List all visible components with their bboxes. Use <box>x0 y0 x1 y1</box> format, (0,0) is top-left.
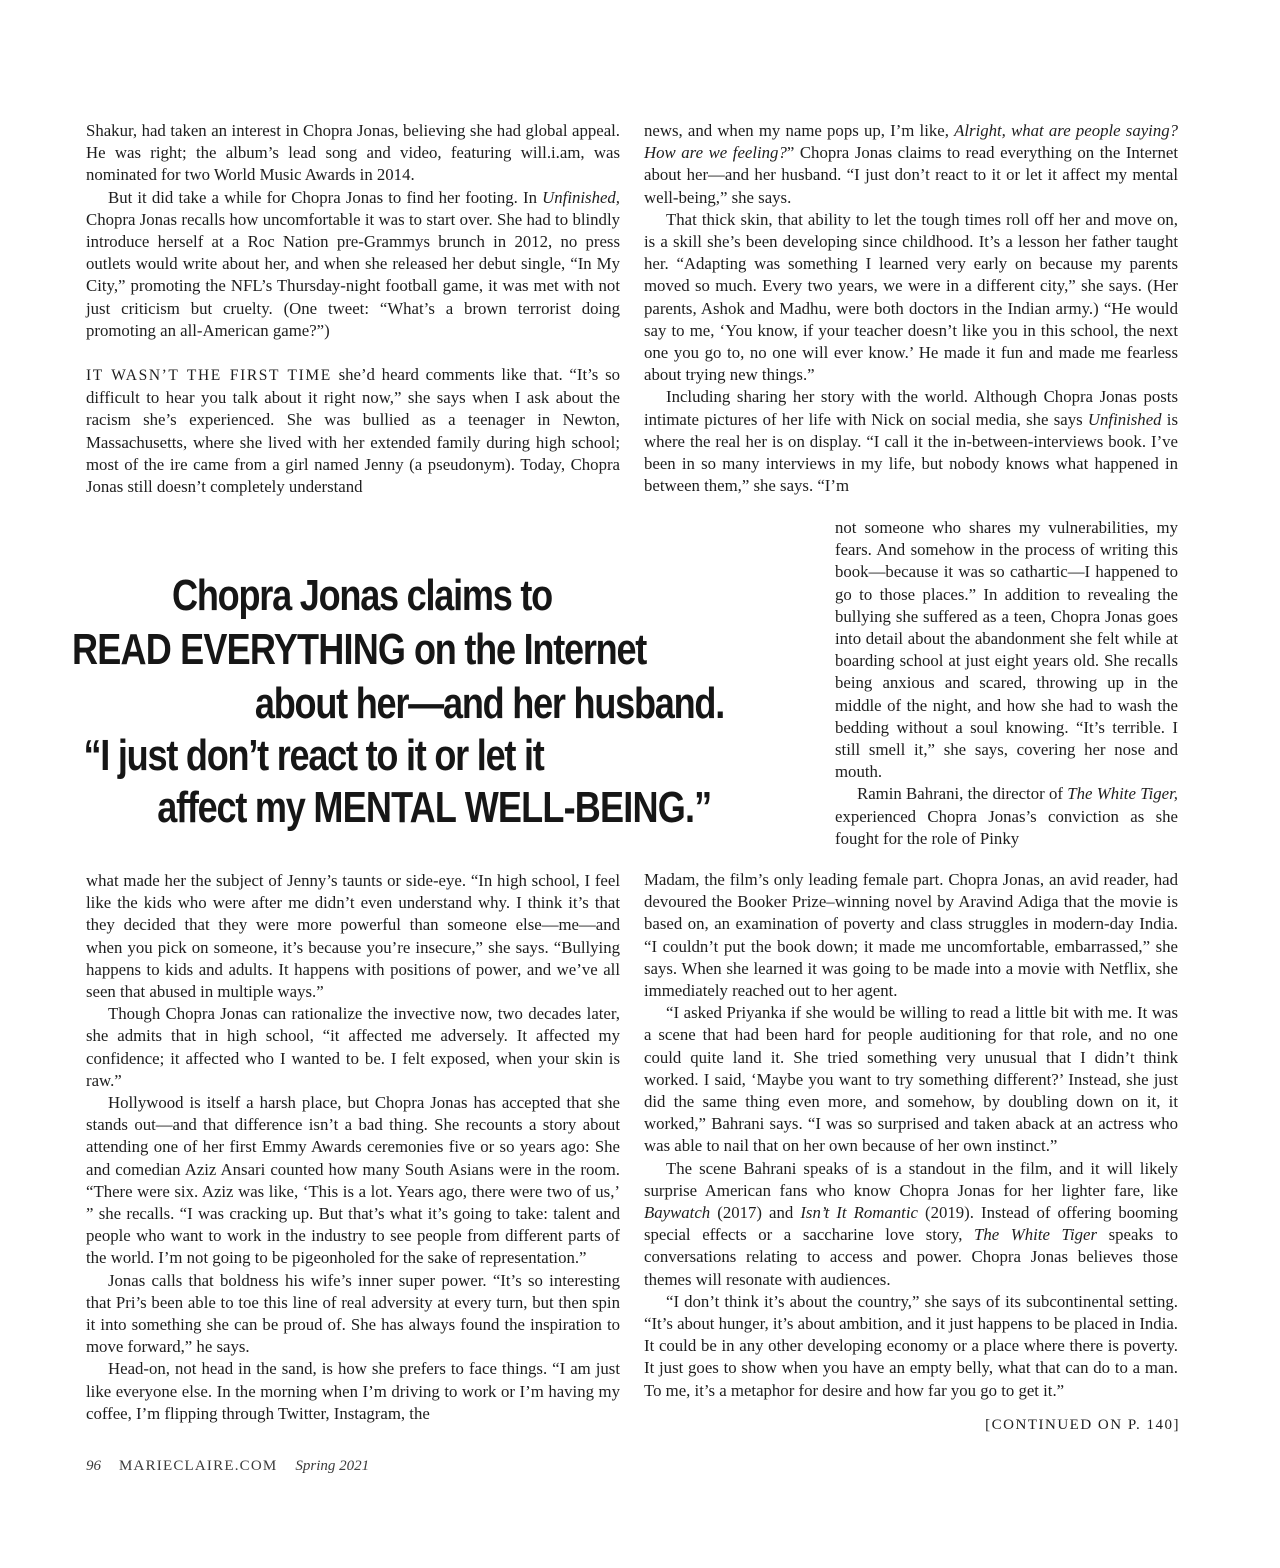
pull-quote-line: READ EVERYTHING on the Internet <box>72 625 647 674</box>
pull-quote-line: about her—and her husband. <box>254 679 725 728</box>
section-lead-in: IT WASN’T THE FIRST TIME <box>86 367 332 385</box>
pull-quote-line: “I just don’t react to it or let it <box>83 731 544 780</box>
paragraph: But it did take a while for Chopra Jonas to find her footing. In Unfinished, Chopra Jonas recalls how uncomfortable it was to start over. She had to blindly introduce herself at a Roc Nation pre-Grammys brunch in 2012, no press outlets would write about her, and when she released her debut single, “In My City,” promoting the NFL’s Thursday-night football game, it was met with not just criticism but cruelty. (One tweet: “What’s a brown terrorist doing promoting an all-American game?”) <box>86 187 620 340</box>
pull-quote-line: affect my MENTAL WELL-BEING.” <box>157 783 711 832</box>
paragraph: news, and when my name pops up, I’m like, Alright, what are people saying? How are we feeling?” Chopra Jonas claims to read everything on the Internet about her—and her husband. “I just don’t react to it or let it affect my mental well-being,” she says. <box>644 121 1179 207</box>
continued-line: [CONTINUED ON P. 140] <box>985 1417 1180 1433</box>
paragraph: “I don’t think it’s about the country,” she says of its subcontinental setting. “It’s about hunger, it’s about ambition, and it just happens to be placed in India. It could be in any other developing economy or a place where there is poverty. It just goes to show when you have an empty belly, what that can do to a man. To me, it’s a metaphor for desire and how far you go to get it.” <box>644 1291 1178 1400</box>
page-number: 96 <box>86 1458 101 1474</box>
paragraph: Ramin Bahrani, the director of The White Tiger, experienced Chopra Jonas’s conviction as she fought for the role of Pinky <box>835 784 1178 848</box>
right-column-wrap <box>835 517 1178 850</box>
section-paragraph: IT WASN’T THE FIRST TIME she’d heard comments like that. “It’s so difficult to hear you talk about it right now,” she says when I ask about the racism she’s experienced. She was bullied as a teenager in Newton, Massachusetts, where she lived with her extended family during high school; most of the ire came from a girl named Jenny (a pseudonym). Today, Chopra Jonas still doesn’t completely understand <box>86 365 620 497</box>
right-column-top <box>644 120 1178 497</box>
paragraph: Jonas calls that boldness his wife’s inner super power. “It’s so interesting that Pri’s been able to toe this line of real adversity at every turn, but then spin it into something she can be proud of. She has always found the inspiration to move forward,” he says. <box>86 1270 620 1357</box>
paragraph: Though Chopra Jonas can rationalize the invective now, two decades later, she admits that in high school, “it affected me adversely. It affected my confidence; it affected who I wanted to be. I felt exposed, when your skin is raw.” <box>86 1004 620 1090</box>
pull-quote-line: Chopra Jonas claims to <box>172 571 552 620</box>
paragraph: not someone who shares my vulnerabilities, my fears. And somehow in the process of writing this book—because it was so cathartic—I happened to go to those places.” In addition to revealing the bullying she suffered as a teen, Chopra Jonas goes into detail about the abandonment she felt while at boarding school at just eight years old. She recalls being anxious and scared, throwing up in the middle of the night, and how she had to wash the bedding without a soul knowing. “It’s terrible. I still smell it,” she says, covering her nose and mouth. <box>835 518 1178 782</box>
left-column-bottom <box>86 870 620 1425</box>
paragraph: Including sharing her story with the world. Although Chopra Jonas posts intimate pictures of her life with Nick on social media, she says Unfinished is where the real her is on display. “I call it the in-between-interviews book. I’ve been in so many interviews in my life, but nobody knows what happened in between them,” she says. “I’m <box>644 387 1179 496</box>
paragraph: Madam, the film’s only leading female part. Chopra Jonas, an avid reader, had devoured the Booker Prize–winning novel by Aravind Adiga that the movie is based on, an examination of poverty and class struggles in modern-day India. “I couldn’t put the book down; it made me uncomfortable, embarrassed,” she says. When she learned it was going to be made into a movie with Netflix, she immediately reached out to her agent. <box>644 870 1178 1001</box>
paragraph: That thick skin, that ability to let the tough times roll off her and move on, is a skill she’s been developing since childhood. It’s a lesson her father taught her. “Adapting was something I learned very early on because my parents moved so much. Every two years, we were in a different city,” she says. (Her parents, Ashok and Madhu, were both doctors in the Indian army.) “He would say to me, ‘You know, if your teacher doesn’t like you in this school, the next one you go to, no one will ever know.’ He made it fun and made me fearless about trying new things.” <box>644 209 1178 385</box>
paragraph: Shakur, had taken an interest in Chopra Jonas, believing she had global appeal. He was right; the album’s lead song and video, featuring will.i.am, was nominated for two World Music Awards in 2014. <box>86 121 620 185</box>
paragraph: “I asked Priyanka if she would be willing to read a little bit with me. It was a scene that had been hard for people auditioning for that role, and no one could quite land it. She tried something very unusual that I didn’t think worked. I said, ‘Maybe you want to try something different?’ Instead, she just did the same thing even more, and somehow, by doubling down on it, it worked,” Bahrani says. “I was so surprised and taken aback at an actress who was able to nail that on her own because of her own instinct.” <box>644 1003 1178 1156</box>
paragraph: Head-on, not head in the sand, is how she prefers to face things. “I am just like everyone else. In the morning when I’m driving to work or I’m having my coffee, I’m flipping through Twitter, Instagram, the <box>86 1359 620 1423</box>
issue-date: Spring 2021 <box>295 1458 370 1474</box>
left-column-top <box>86 120 620 498</box>
site-name: MARIECLAIRE.COM <box>119 1458 278 1474</box>
page-footer <box>86 1458 369 1475</box>
paragraph: Hollywood is itself a harsh place, but Chopra Jonas has accepted that she stands out—and that difference isn’t a bad thing. She recounts a story about attending one of her first Emmy Awards ceremonies five or so years ago: She and comedian Aziz Ansari counted how many South Asians were in the room. “There were six. Aziz was like, ‘This is a lot. Years ago, there were two of us,’ ” she recalls. “I was cracking up. But that’s what it’s going to take: talent and people who want to work in the industry to see people from different parts of the world. I’m not going to be pigeonholed for the sake of representation.” <box>86 1093 620 1268</box>
paragraph: The scene Bahrani speaks of is a standout in the film, and it will likely surprise American fans who know Chopra Jonas for her lighter fare, like Baywatch (2017) and Isn’t It Romantic (2019). Instead of offering booming special effects or a saccharine love story, The White Tiger speaks to conversations relating to access and power. Chopra Jonas believes those themes will resonate with audiences. <box>644 1158 1179 1289</box>
right-column-bottom <box>644 869 1178 1402</box>
paragraph: what made her the subject of Jenny’s taunts or side-eye. “In high school, I feel like the kids who were after me didn’t even understand why. I think it’s that they decided that they were more powerful than someone else—me—and when you pick on someone, it’s because you’re insecure,” she says. “Bullying happens to kids and adults. It happens with positions of power, and we’ve all seen that abused in multiple ways.” <box>86 871 620 1002</box>
